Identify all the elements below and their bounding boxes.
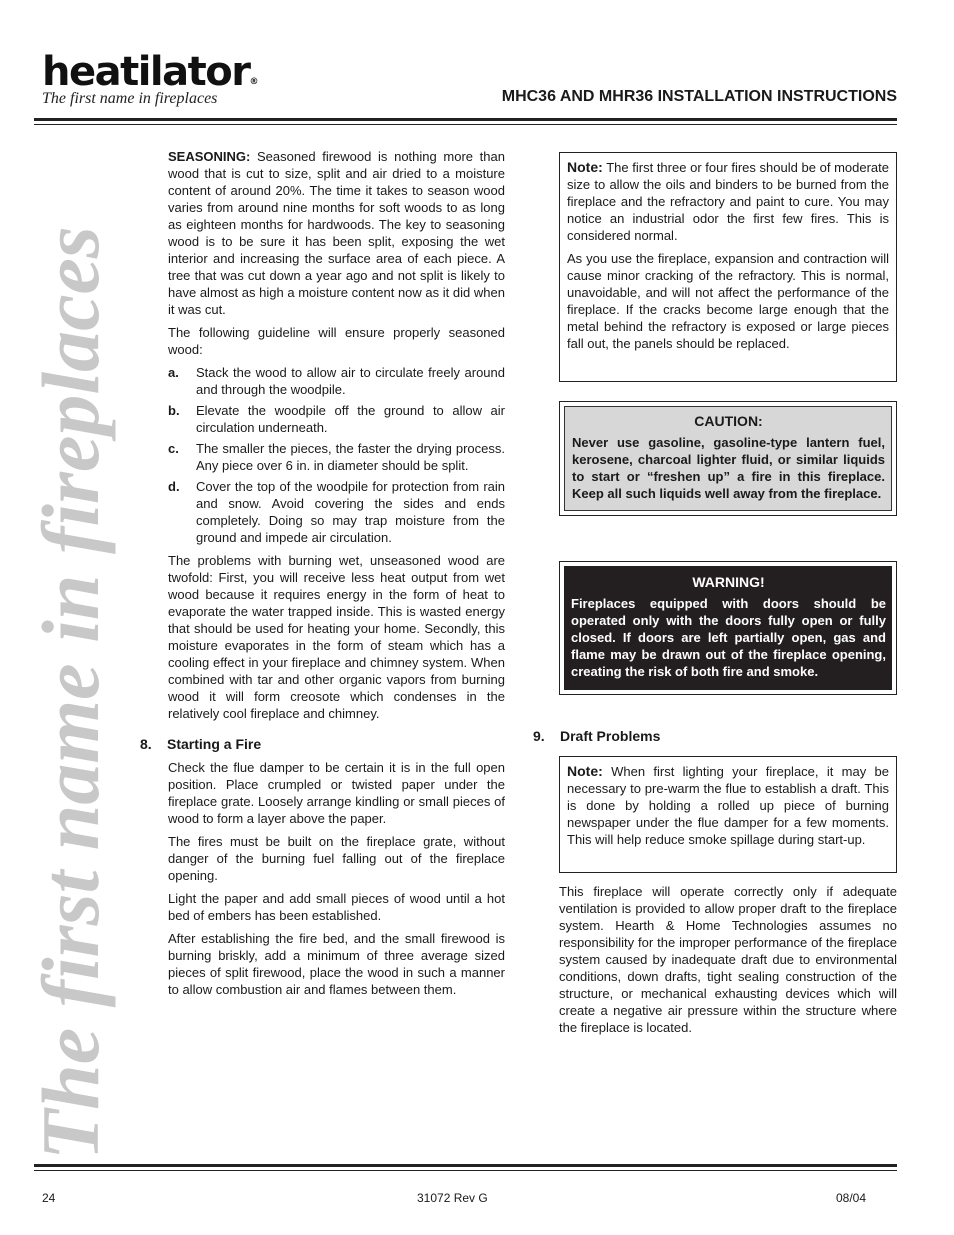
- seasoning-label: SEASONING:: [168, 149, 251, 164]
- section-9-heading: [533, 728, 897, 745]
- side-watermark: The first name in fireplaces: [25, 226, 116, 1160]
- list-key: c.: [168, 441, 179, 456]
- note-text: When first lighting your fireplace, it may be necessary to pre-warm the flue to establish a draft. This is done by holding a rolled up piece of burning newspaper under the flue damper for a few moments. This will help reduce smoke spillage during start-up.: [567, 764, 889, 847]
- document-id: 31072 Rev G: [417, 1191, 488, 1205]
- list-text: The smaller the pieces, the faster the drying process. Any piece over 6 in. in diameter should be split.: [196, 441, 505, 473]
- list-text: Cover the top of the woodpile for protection from rain and snow. Avoid covering the sides and ends completely. Doing so may trap moisture from the ground and impede air circulation.: [196, 479, 505, 545]
- list-item: [168, 440, 505, 474]
- starting-fire-p1: Check the flue damper to be certain it is in the full open position. Place crumpled or twisted paper under the fireplace grate. Loosely arrange kindling or small pieces of wood to form a layer above the paper.: [168, 760, 505, 826]
- list-item: [168, 364, 505, 398]
- header-rule-thin: [34, 124, 897, 125]
- section-number: 9.: [533, 728, 545, 744]
- seasoning-text: Seasoned firewood is nothing more than wood that is cut to size, split and air dried to a moisture content of around 20%. The time it takes to season wood varies from around nine months for soft woods to as long as eighteen months for hardwoods. The key to seasoning wood is to be sure it has been split, exposing the wet interior and increasing the surface area of each piece. A tree that was cut down a year ago and not split is likely to have almost as high a moisture content now as it did when it was cut.: [168, 149, 505, 317]
- list-key: a.: [168, 365, 179, 380]
- list-text: Stack the wood to allow air to circulate freely around and through the woodpile.: [196, 365, 505, 397]
- caution-frame: [559, 401, 897, 516]
- caution-panel: [564, 406, 892, 511]
- list-item: [168, 478, 505, 546]
- note-label: Note:: [567, 159, 603, 175]
- note-box-refractory: [559, 152, 897, 382]
- note-paragraph-2: As you use the fireplace, expansion and contraction will cause minor cracking of the refractory. This is normal, unavoidable, and will not affect the performance of the fireplace. If the cracks become large enough that the metal behind the refractory is exposed or large pieces fall out, the panels should be replaced.: [567, 251, 889, 351]
- note-box-draft: [559, 756, 897, 873]
- problems-paragraph: The problems with burning wet, unseasoned wood are twofold: First, you will receive less heat output from wet wood because it requires energy in the form of heat to evaporate the water trapped inside. This is wasted energy that should be used for heating your home. Secondly, this moisture evaporates in the form of steam which has a cooling effect in your fireplace and chimney system. When combined with tar and other organic vapors from burning wood it will form creosote which condenses in the relatively cool fireplace and chimney.: [168, 553, 505, 721]
- section-title: Draft Problems: [560, 728, 661, 744]
- caution-box: [559, 401, 897, 516]
- section-title: Starting a Fire: [167, 736, 262, 752]
- seasoning-list: [168, 364, 505, 546]
- list-key: b.: [168, 403, 180, 418]
- footer-rule: [34, 1164, 897, 1167]
- warning-panel: [564, 566, 892, 690]
- page-number: 24: [42, 1191, 56, 1205]
- starting-fire-p4: After establishing the fire bed, and the small firewood is burning briskly, add a minimum of three average sized pieces of split firewood, place the wood in such a manner to allow combustion air and flames between them.: [168, 931, 505, 997]
- list-text: Elevate the woodpile off the ground to allow air circulation underneath.: [196, 403, 505, 435]
- note-paragraph: [567, 159, 889, 244]
- brand-logo: [42, 49, 257, 108]
- starting-fire-p2: The fires must be built on the fireplace grate, without danger of the burning fuel falling out of the fireplace opening.: [168, 834, 505, 883]
- guideline-intro: The following guideline will ensure properly seasoned wood:: [168, 325, 505, 357]
- header-rule: [34, 118, 897, 121]
- ventilation-paragraph: This fireplace will operate correctly only if adequate ventilation is provided to allow proper draft to the fireplace system. Hearth & Home Technologies assumes no responsibility for the improper performance of the fireplace system caused by inadequate draft due to environmental conditions, down drafts, tight sealing construction of the structure, or mechanical exhausting devices which will create a negative air pressure within the structure where the fireplace is located.: [559, 884, 897, 1035]
- warning-box: [559, 561, 897, 695]
- note-paragraph: [567, 763, 889, 848]
- note-label: Note:: [567, 763, 603, 779]
- note-box-frame: [559, 152, 897, 382]
- warning-text: Fireplaces equipped with doors should be operated only with the doors fully open or fully closed. If doors are left partially open, gas and flame may be drawn out of the fireplace opening, creating the risk of both fire and smoke.: [571, 596, 886, 679]
- warning-frame: [559, 561, 897, 695]
- caution-title: CAUTION:: [694, 413, 763, 429]
- section-8-heading: [140, 736, 505, 753]
- list-key: d.: [168, 479, 180, 494]
- section-number: 8.: [140, 736, 152, 752]
- revision-date: 08/04: [836, 1191, 867, 1205]
- footer-rule-thin: [34, 1170, 897, 1171]
- logo-wordmark: heatilator: [42, 49, 250, 95]
- list-item: [168, 402, 505, 436]
- registered-mark: ®: [249, 77, 257, 87]
- seasoning-paragraph: [168, 148, 505, 318]
- warning-title: WARNING!: [692, 574, 765, 590]
- ventilation-paragraph-block: [559, 883, 897, 1042]
- document-title: MHC36 AND MHR36 INSTALLATION INSTRUCTIONS: [501, 88, 897, 105]
- left-column: [140, 148, 505, 1004]
- note-box-frame: [559, 756, 897, 873]
- logo-tagline: The first name in fireplaces: [42, 90, 218, 107]
- note-text: The first three or four fires should be of moderate size to allow the oils and binders to be burned from the fireplace and the refractory and paint to cure. You may notice an industrial odor the first few fires. This is considered normal.: [567, 160, 889, 243]
- starting-fire-p3: Light the paper and add small pieces of wood until a hot bed of embers has been established.: [168, 891, 505, 923]
- caution-text: Never use gasoline, gasoline-type lantern fuel, kerosene, charcoal lighter fluid, or similar liquids to start or “freshen up” a fire in this fireplace. Keep all such liquids well away from the fireplace.: [572, 435, 885, 501]
